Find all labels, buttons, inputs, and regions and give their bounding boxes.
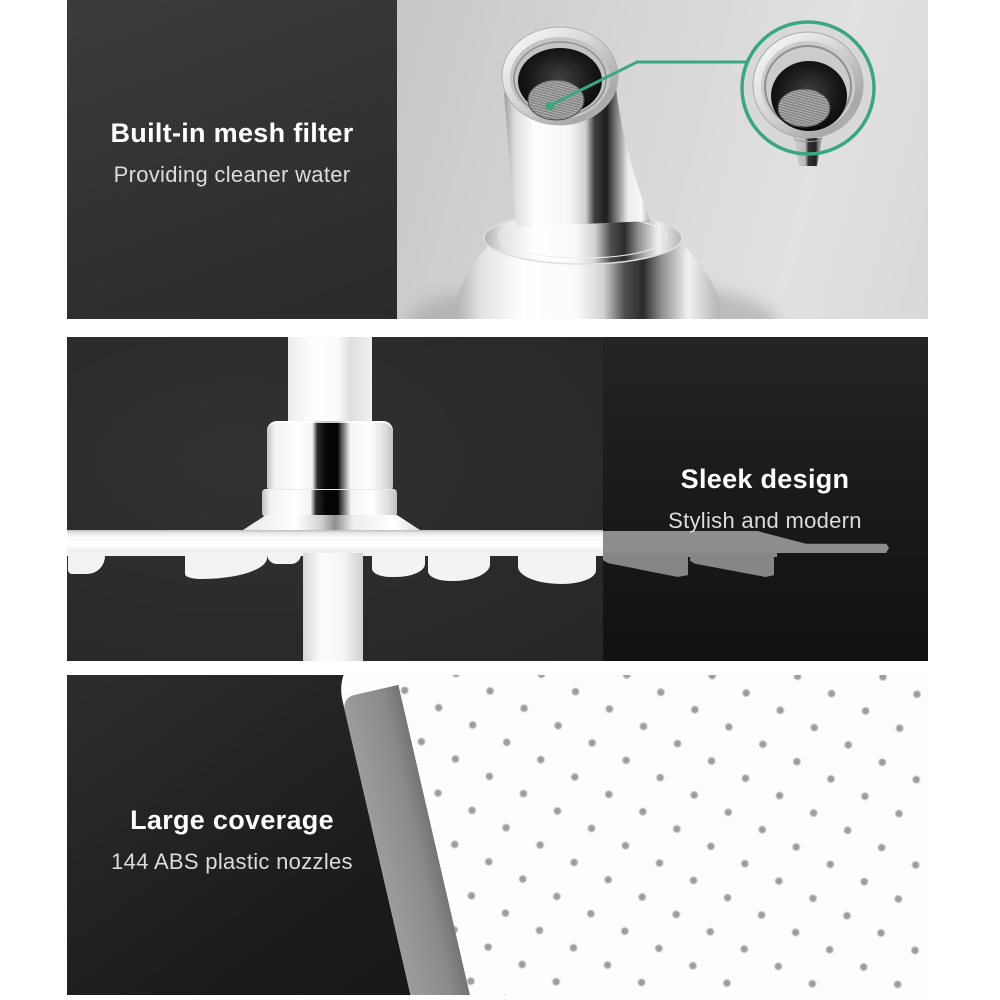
feature-subheading: Providing cleaner water — [113, 162, 351, 188]
callout-mesh-disc — [778, 89, 830, 127]
water-drip — [267, 553, 301, 564]
plate-nozzle-face — [389, 675, 928, 995]
shower-arm-connector-photo — [397, 0, 928, 319]
chrome-collar-upper — [267, 421, 393, 489]
feature-panel-large-coverage — [67, 675, 928, 995]
panel1-dark-backdrop — [67, 0, 397, 319]
feature-heading: Large coverage — [130, 805, 334, 835]
chrome-collar-lower — [262, 489, 397, 517]
connector-illustration — [397, 0, 928, 319]
shower-face-plate — [332, 675, 928, 995]
shower-arm-pipe — [303, 553, 363, 661]
panel2-text-block — [570, 464, 928, 533]
square-connector-post — [288, 337, 372, 423]
shower-plate-edge — [67, 530, 603, 553]
feature-subheading: 144 ABS plastic nozzles — [111, 849, 353, 875]
feature-panel-sleek-design — [67, 337, 928, 661]
feature-panel-mesh-filter — [67, 0, 928, 319]
panel1-text-block — [79, 118, 385, 187]
chrome-collar-flare — [243, 515, 420, 530]
panel-divider — [0, 661, 1000, 675]
feature-heading: Built-in mesh filter — [110, 118, 354, 148]
mesh-filter-disc — [528, 80, 584, 120]
panel-divider — [0, 319, 1000, 337]
callout-anchor-dot — [546, 102, 555, 111]
feature-subheading: Stylish and modern — [668, 508, 862, 534]
feature-heading: Sleek design — [680, 464, 850, 494]
panel3-text-block — [79, 805, 385, 874]
nozzle-dot-grid — [389, 675, 928, 995]
magnified-mesh-callout — [742, 22, 874, 166]
